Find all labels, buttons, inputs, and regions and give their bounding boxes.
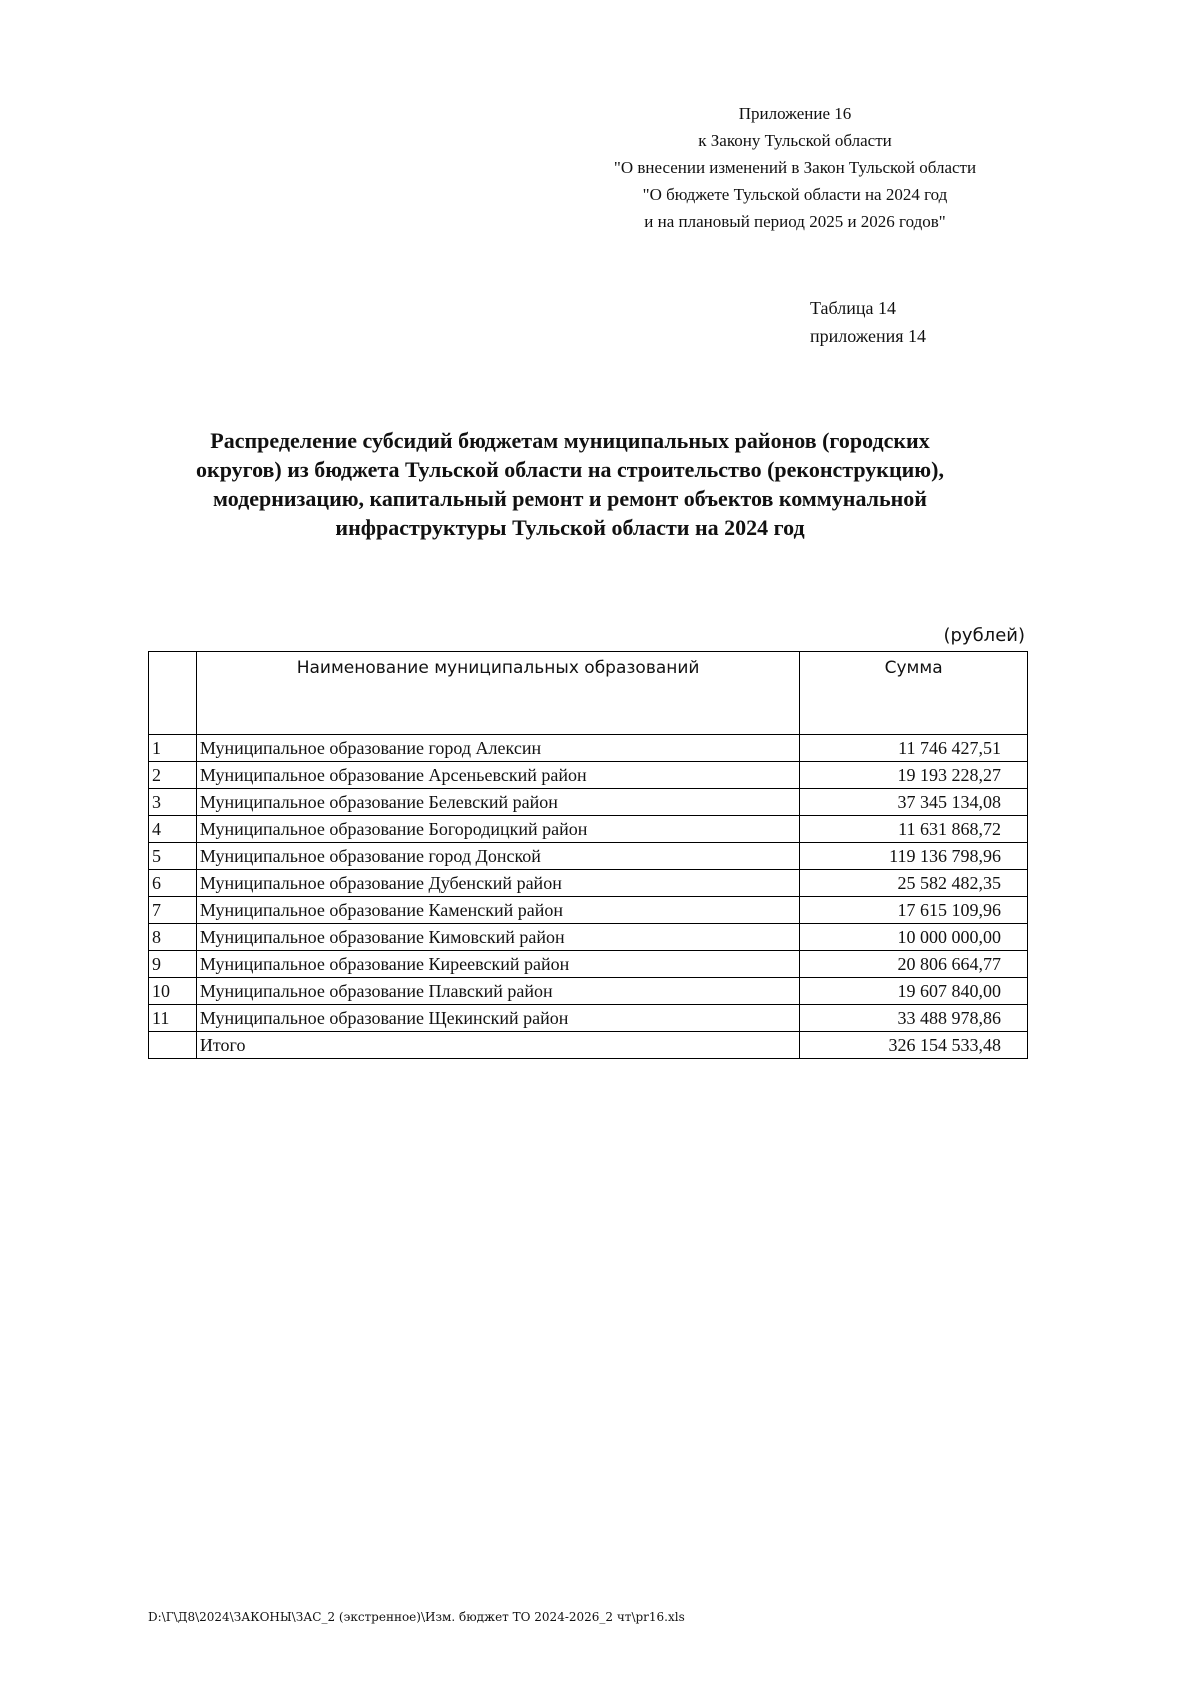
document-title-line: Распределение субсидий бюджетам муниципальных районов (городских xyxy=(210,428,930,453)
row-name: Муниципальное образование Киреевский район xyxy=(196,951,799,978)
document-title-line: инфраструктуры Тульской области на 2024 год xyxy=(335,515,805,540)
appendix-header-line: "О внесении изменений в Закон Тульской области xyxy=(613,158,977,177)
subsidy-table xyxy=(148,651,1028,1059)
row-sum: 19 193 228,27 xyxy=(800,762,1028,789)
table-row xyxy=(149,843,1028,870)
row-num: 1 xyxy=(149,735,197,762)
row-name: Муниципальное образование Щекинский район xyxy=(196,1005,799,1032)
header-num xyxy=(149,652,197,735)
table-reference-line: Таблица 14 xyxy=(810,298,896,318)
table-total-row xyxy=(149,1032,1028,1059)
row-sum: 11 746 427,51 xyxy=(800,735,1028,762)
row-name: Муниципальное образование Каменский район xyxy=(196,897,799,924)
total-label: Итого xyxy=(196,1032,799,1059)
row-num: 2 xyxy=(149,762,197,789)
table-row xyxy=(149,870,1028,897)
row-sum: 17 615 109,96 xyxy=(800,897,1028,924)
table-header-row xyxy=(149,652,1028,735)
table-row xyxy=(149,789,1028,816)
row-sum: 119 136 798,96 xyxy=(800,843,1028,870)
table-row xyxy=(149,735,1028,762)
table-row xyxy=(149,951,1028,978)
appendix-header-line: "О бюджете Тульской области на 2024 год xyxy=(642,185,948,204)
row-sum: 19 607 840,00 xyxy=(800,978,1028,1005)
row-name: Муниципальное образование Плавский район xyxy=(196,978,799,1005)
row-name: Муниципальное образование город Донской xyxy=(196,843,799,870)
total-num xyxy=(149,1032,197,1059)
row-name: Муниципальное образование Белевский район xyxy=(196,789,799,816)
row-name: Муниципальное образование Дубенский район xyxy=(196,870,799,897)
appendix-header-line: и на плановый период 2025 и 2026 годов" xyxy=(644,212,946,231)
table-reference xyxy=(810,294,1010,350)
row-name: Муниципальное образование Богородицкий район xyxy=(196,816,799,843)
total-sum: 326 154 533,48 xyxy=(800,1032,1028,1059)
row-sum: 25 582 482,35 xyxy=(800,870,1028,897)
row-num: 7 xyxy=(149,897,197,924)
row-num: 9 xyxy=(149,951,197,978)
row-sum: 33 488 978,86 xyxy=(800,1005,1028,1032)
document-title xyxy=(130,426,1010,542)
row-num: 4 xyxy=(149,816,197,843)
row-sum: 20 806 664,77 xyxy=(800,951,1028,978)
appendix-header-line: Приложение 16 xyxy=(738,104,852,123)
file-path-footer: D:\Г\Д8\2024\ЗАКОНЫ\ЗАС_2 (экстренное)\Изм. бюджет ТО 2024-2026_2 чт\pr16.xls xyxy=(148,1610,685,1624)
table-row xyxy=(149,978,1028,1005)
header-name: Наименование муниципальных образований xyxy=(196,652,799,735)
row-num: 3 xyxy=(149,789,197,816)
header-sum: Сумма xyxy=(800,652,1028,735)
row-num: 11 xyxy=(149,1005,197,1032)
unit-label: (рублей) xyxy=(943,625,1025,646)
table-row xyxy=(149,816,1028,843)
row-sum: 11 631 868,72 xyxy=(800,816,1028,843)
document-title-line: округов) из бюджета Тульской области на строительство (реконструкцию), xyxy=(196,457,944,482)
row-sum: 37 345 134,08 xyxy=(800,789,1028,816)
row-name: Муниципальное образование Арсеньевский район xyxy=(196,762,799,789)
row-name: Муниципальное образование город Алексин xyxy=(196,735,799,762)
appendix-header-line: к Закону Тульской области xyxy=(698,131,892,150)
document-title-line: модернизацию, капитальный ремонт и ремонт объектов коммунальной xyxy=(213,486,927,511)
row-name: Муниципальное образование Кимовский район xyxy=(196,924,799,951)
row-num: 5 xyxy=(149,843,197,870)
row-num: 8 xyxy=(149,924,197,951)
row-num: 6 xyxy=(149,870,197,897)
table-row xyxy=(149,1005,1028,1032)
row-num: 10 xyxy=(149,978,197,1005)
table-row xyxy=(149,924,1028,951)
appendix-header xyxy=(560,100,1030,235)
table-row xyxy=(149,762,1028,789)
table-reference-line: приложения 14 xyxy=(810,326,927,346)
table-row xyxy=(149,897,1028,924)
row-sum: 10 000 000,00 xyxy=(800,924,1028,951)
